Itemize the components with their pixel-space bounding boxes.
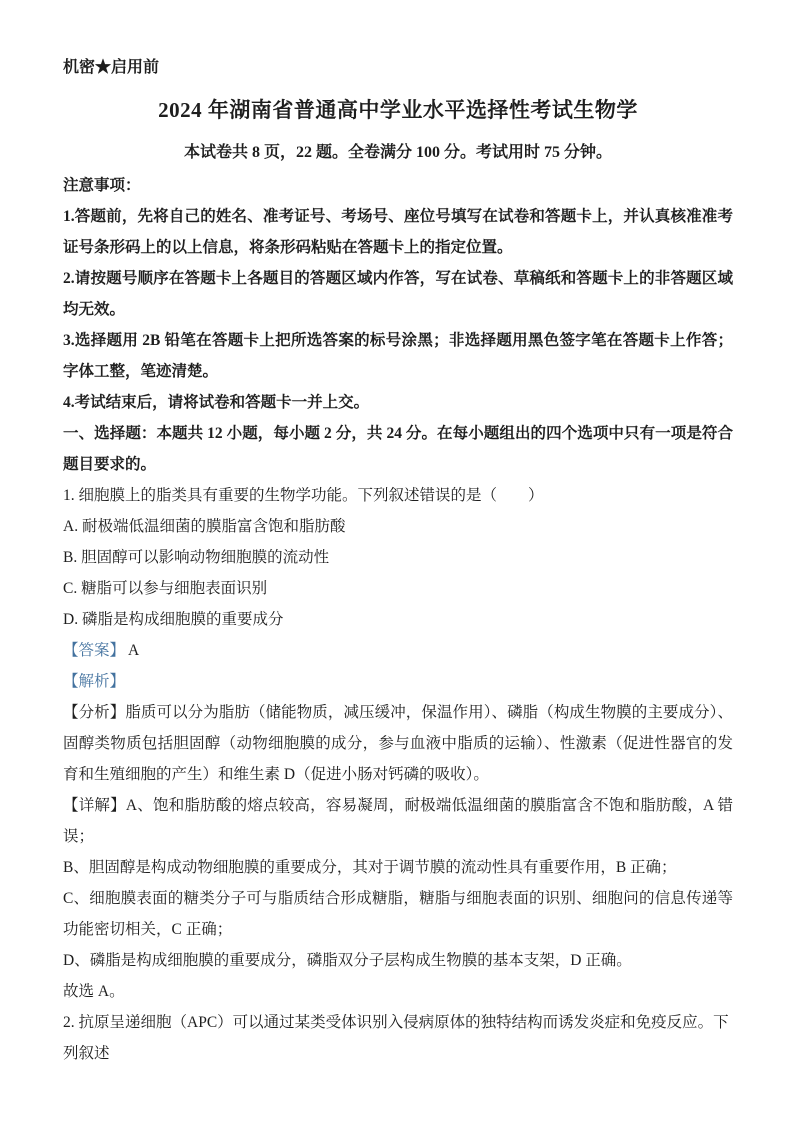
answer-line — [63, 635, 733, 666]
page-title: 2024 年湖南省普通高中学业水平选择性考试生物学 — [158, 98, 638, 122]
detail-line-b: B、胆固醇是构成动物细胞膜的重要成分，其对于调节膜的流动性具有重要作用，B 正确； — [63, 859, 677, 876]
detail-line-d: D、磷脂是构成细胞膜的重要成分，磷脂双分子层构成生物膜的基本支架，D 正确。 — [63, 952, 632, 969]
paper-info-line: 本试卷共 8 页，22 题。全卷满分 100 分。考试用时 75 分钟。 — [183, 144, 612, 161]
question-1-option-a: A. 耐极端低温细菌的膜脂富含饱和脂肪酸 — [63, 518, 346, 535]
section-heading: 一、选择题：本题共 12 小题，每小题 2 分，共 24 分。在每小题组出的四个选项中只有一项是符合题目要求的。 — [63, 425, 733, 473]
notice-item-3: 3.选择题用 2B 铅笔在答题卡上把所选答案的标号涂黑；非选择题用黑色签字笔在答题卡上作答；字体工整，笔迹清楚。 — [63, 332, 733, 380]
confidential-label: 机密★启用前 — [63, 59, 160, 76]
explanation-label: 【解析】 — [63, 673, 126, 690]
question-1-option-c: C. 糖脂可以参与细胞表面识别 — [63, 580, 268, 597]
notice-item-2: 2.请按题号顺序在答题卡上各题目的答题区域内作答，写在试卷、草稿纸和答题卡上的非答题区域均无效。 — [63, 270, 733, 318]
question-1-option-b: B. 胆固醇可以影响动物细胞膜的流动性 — [63, 549, 330, 566]
conclusion-line: 故选 A。 — [63, 983, 125, 1000]
detail-line-a: 【详解】A、饱和脂肪酸的熔点较高，容易凝周，耐极端低温细菌的膜脂富含不饱和脂肪酸，A 错误； — [63, 797, 733, 845]
answer-value: A — [128, 642, 140, 659]
question-1-option-d: D. 磷脂是构成细胞膜的重要成分 — [63, 611, 284, 628]
notice-item-4: 4.考试结束后，请将试卷和答题卡一并上交。 — [63, 394, 370, 411]
detail-line-c: C、细胞膜表面的糖类分子可与脂质结合形成糖脂，糖脂与细胞表面的识别、细胞问的信息传递等功能密切相关，C 正确； — [63, 890, 733, 938]
question-2-stem: 2. 抗原呈递细胞（APC）可以通过某类受体识别入侵病原体的独特结构而诱发炎症和免疫反应。下列叙述 — [63, 1014, 729, 1062]
answer-label: 【答案】 — [63, 642, 126, 659]
document-body — [63, 170, 733, 1069]
question-1-stem: 1. 细胞膜上的脂类具有重要的生物学功能。下列叙述错误的是（ ） — [63, 487, 544, 504]
notice-heading: 注意事项： — [63, 177, 141, 194]
analysis-paragraph: 【分析】脂质可以分为脂肪（储能物质，减压缓冲，保温作用）、磷脂（构成生物膜的主要成分）、固醇类物质包括胆固醇（动物细胞膜的成分，参与血液中脂质的运输）、性激素（促进性器官的发育和生殖细胞的产生）和维生素 D（促进小肠对钙磷的吸收）。 — [63, 704, 733, 783]
notice-item-1: 1.答题前，先将自己的姓名、准考证号、考场号、座位号填写在试卷和答题卡上，并认真核准准考证号条形码上的以上信息，将条形码粘贴在答题卡上的指定位置。 — [63, 208, 733, 256]
explanation-line — [63, 666, 733, 697]
